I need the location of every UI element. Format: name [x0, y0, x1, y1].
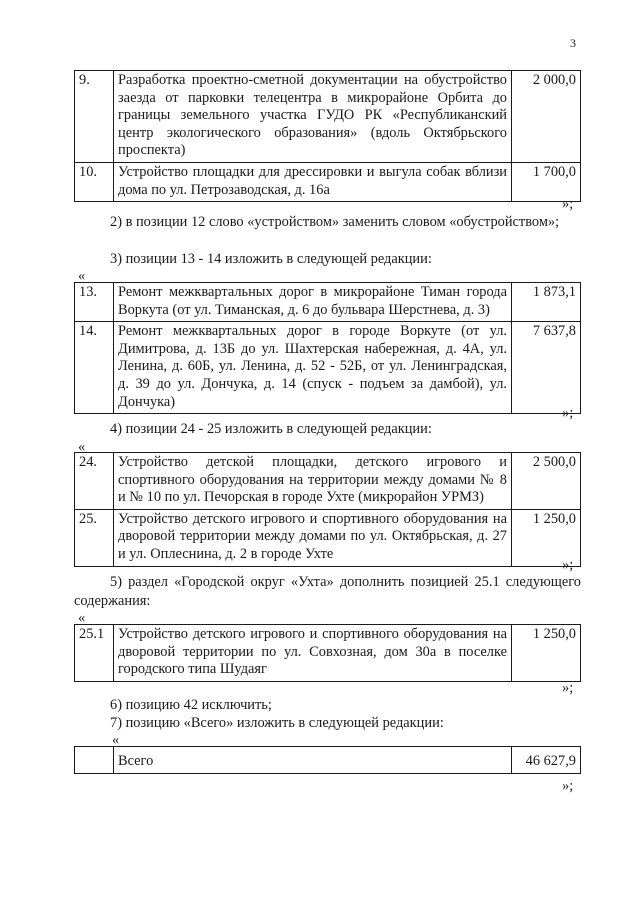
table-row	[75, 283, 581, 322]
opening-quote: «	[78, 268, 86, 284]
amendment-item-6: 6) позицию 42 исключить;	[110, 697, 272, 713]
row-value: 7 637,8	[512, 322, 581, 414]
total-label: Всего	[114, 747, 512, 774]
row-text: Ремонт межквартальных дорог в микрорайоне Тиман города Воркута (от ул. Тиманская, д. 6 до бульвара Шерстнева, д. 3)	[114, 283, 512, 322]
amendment-item-2	[74, 213, 581, 232]
row-value: 1 250,0	[512, 625, 581, 682]
row-number: 24.	[75, 453, 114, 510]
row-value: 1 700,0	[512, 162, 581, 201]
amendment-item-5	[74, 573, 581, 611]
closing-quote: »;	[562, 196, 574, 212]
row-number: 25.1	[75, 625, 114, 682]
row-value: 2 500,0	[512, 453, 581, 510]
amendment-item-4: 4) позиции 24 - 25 изложить в следующей редакции:	[110, 421, 432, 437]
amendment-item-7: 7) позицию «Всего» изложить в следующей редакции:	[110, 715, 444, 731]
row-value: 1 250,0	[512, 509, 581, 566]
row-number: 25.	[75, 509, 114, 566]
total-value: 46 627,9	[512, 747, 581, 774]
row-number: 13.	[75, 283, 114, 322]
closing-quote: »;	[562, 778, 574, 794]
table-total	[74, 746, 581, 774]
table-row	[75, 625, 581, 682]
amendment-item-5-text: 5) раздел «Городской округ «Ухта» дополнить позицией 25.1 следующего содержания:	[74, 574, 581, 609]
table-position-25-1	[74, 624, 581, 682]
row-number	[75, 747, 114, 774]
row-text: Устройство площадки для дрессировки и выгула собак вблизи дома по ул. Петрозаводская, д. 16а	[114, 162, 512, 201]
table-row	[75, 509, 581, 566]
amendment-item-3: 3) позиции 13 - 14 изложить в следующей редакции:	[110, 251, 432, 267]
table-row	[75, 322, 581, 414]
row-value: 1 873,1	[512, 283, 581, 322]
page-number: 3	[570, 36, 576, 50]
closing-quote: »;	[562, 557, 574, 573]
table-positions-13-14	[74, 282, 581, 414]
opening-quote: «	[78, 439, 86, 455]
opening-quote: «	[112, 732, 120, 748]
row-text: Устройство детского игрового и спортивного оборудования на дворовой территории по ул. Совхозная, дом 30а в поселке городского типа Шудаяг	[114, 625, 512, 682]
closing-quote: »;	[562, 405, 574, 421]
row-text: Разработка проектно-сметной документации на обустройство заезда от парковки телецентра в микрорайоне Орбита до границы земельного участка ГУДО РК «Республиканский центр экологического образования» (вдоль Октябрьского проспекта)	[114, 71, 512, 163]
opening-quote: «	[78, 610, 86, 626]
row-text: Ремонт межквартальных дорог в городе Воркуте (от ул. Димитрова, д. 13Б до ул. Шахтерская набережная, д. 4А, ул. Ленина, д. 60Б, ул. Ленина, д. 52 - 52Б, от ул. Ленинградская, д. 39 до ул. Дончука, д. 14 (спуск - подъем за дамбой), ул. Дончука)	[114, 322, 512, 414]
table-row	[75, 747, 581, 774]
table-positions-9-10	[74, 70, 581, 202]
amendment-item-2-text: 2) в позиции 12 слово «устройством» заменить словом «обустройством»;	[110, 214, 560, 230]
table-positions-24-25	[74, 452, 581, 567]
table-row	[75, 71, 581, 163]
row-text: Устройство детской площадки, детского игрового и спортивного оборудования на территории между домами № 8 и № 10 по ул. Печорская в городе Ухте (микрорайон УРМЗ)	[114, 453, 512, 510]
row-text: Устройство детского игрового и спортивного оборудования на дворовой территории между домами по ул. Октябрьская, д. 27 и ул. Оплеснина, д. 2 в городе Ухте	[114, 509, 512, 566]
table-row	[75, 162, 581, 201]
row-value: 2 000,0	[512, 71, 581, 163]
row-number: 9.	[75, 71, 114, 163]
row-number: 10.	[75, 162, 114, 201]
table-row	[75, 453, 581, 510]
row-number: 14.	[75, 322, 114, 414]
closing-quote: »;	[562, 680, 574, 696]
